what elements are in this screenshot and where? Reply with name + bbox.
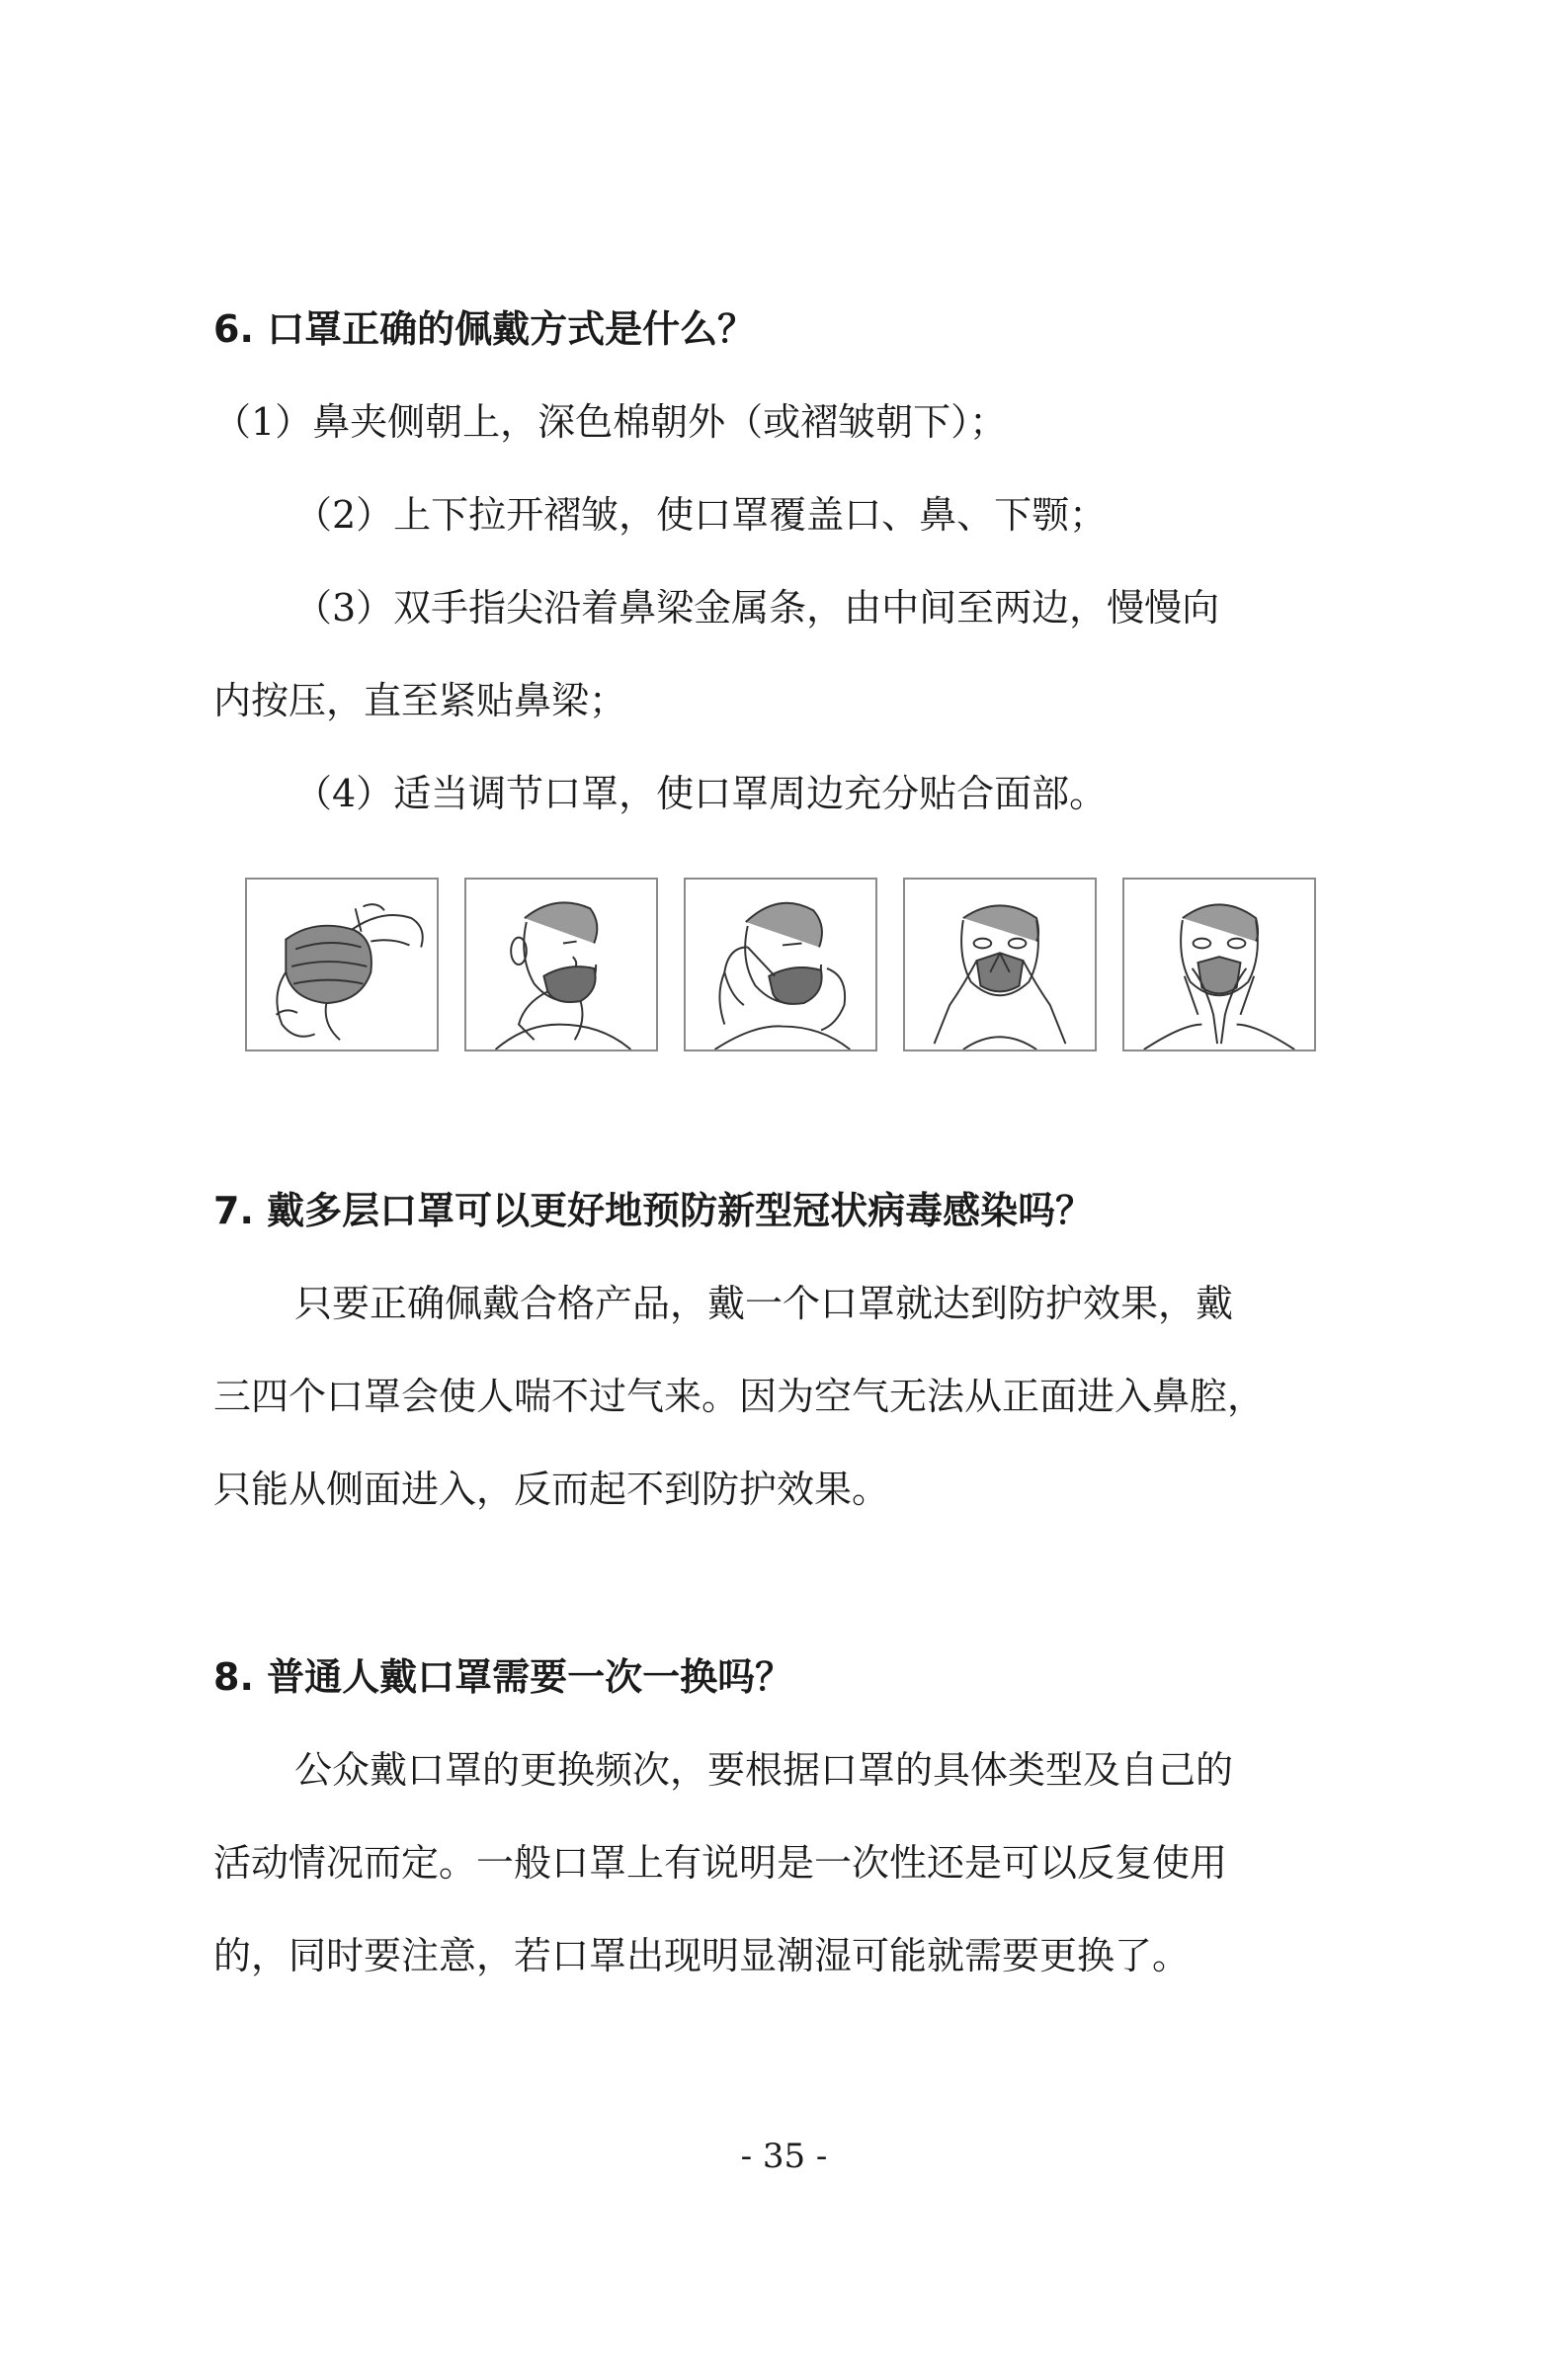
section-7-heading: 7. 戴多层口罩可以更好地预防新型冠状病毒感染吗？ — [213, 1189, 1094, 1232]
section-7-line-1: 只要正确佩戴合格产品，戴一个口罩就达到防护效果，戴 — [294, 1282, 1234, 1325]
mask-side-placing-illustration — [464, 878, 658, 1051]
section-6-line-2: （2）上下拉开褶皱，使口罩覆盖口、鼻、下颚； — [294, 493, 1108, 537]
section-6-line-5: （4）适当调节口罩，使口罩周边充分贴合面部。 — [294, 772, 1108, 815]
mask-strap-adjust-illustration — [684, 878, 877, 1051]
mask-in-hands-illustration — [245, 878, 439, 1051]
page-number: - 35 - — [740, 2137, 828, 2176]
mask-fit-check-illustration — [1122, 878, 1316, 1051]
section-6-line-4: 内按压，直至紧贴鼻梁； — [213, 679, 627, 722]
mask-nose-clip-press-illustration — [903, 878, 1097, 1051]
section-7-line-3: 只能从侧面进入，反而起不到防护效果。 — [213, 1468, 890, 1511]
section-8-heading: 8. 普通人戴口罩需要一次一换吗？ — [213, 1655, 793, 1699]
section-6-line-3: （3）双手指尖沿着鼻梁金属条，由中间至两边，慢慢向 — [294, 586, 1220, 630]
section-8-line-2: 活动情况而定。一般口罩上有说明是一次性还是可以反复使用 — [213, 1841, 1228, 1885]
section-6-heading: 6. 口罩正确的佩戴方式是什么？ — [213, 307, 756, 351]
section-8-line-3: 的，同时要注意，若口罩出现明显潮湿可能就需要更换了。 — [213, 1934, 1191, 1977]
section-8-line-1: 公众戴口罩的更换频次，要根据口罩的具体类型及自己的 — [294, 1748, 1234, 1792]
section-7-line-2: 三四个口罩会使人喘不过气来。因为空气无法从正面进入鼻腔， — [213, 1375, 1266, 1418]
mask-wearing-figures — [245, 878, 1332, 1055]
section-6-line-1: （1）鼻夹侧朝上，深色棉朝外（或褶皱朝下）； — [213, 400, 1008, 444]
